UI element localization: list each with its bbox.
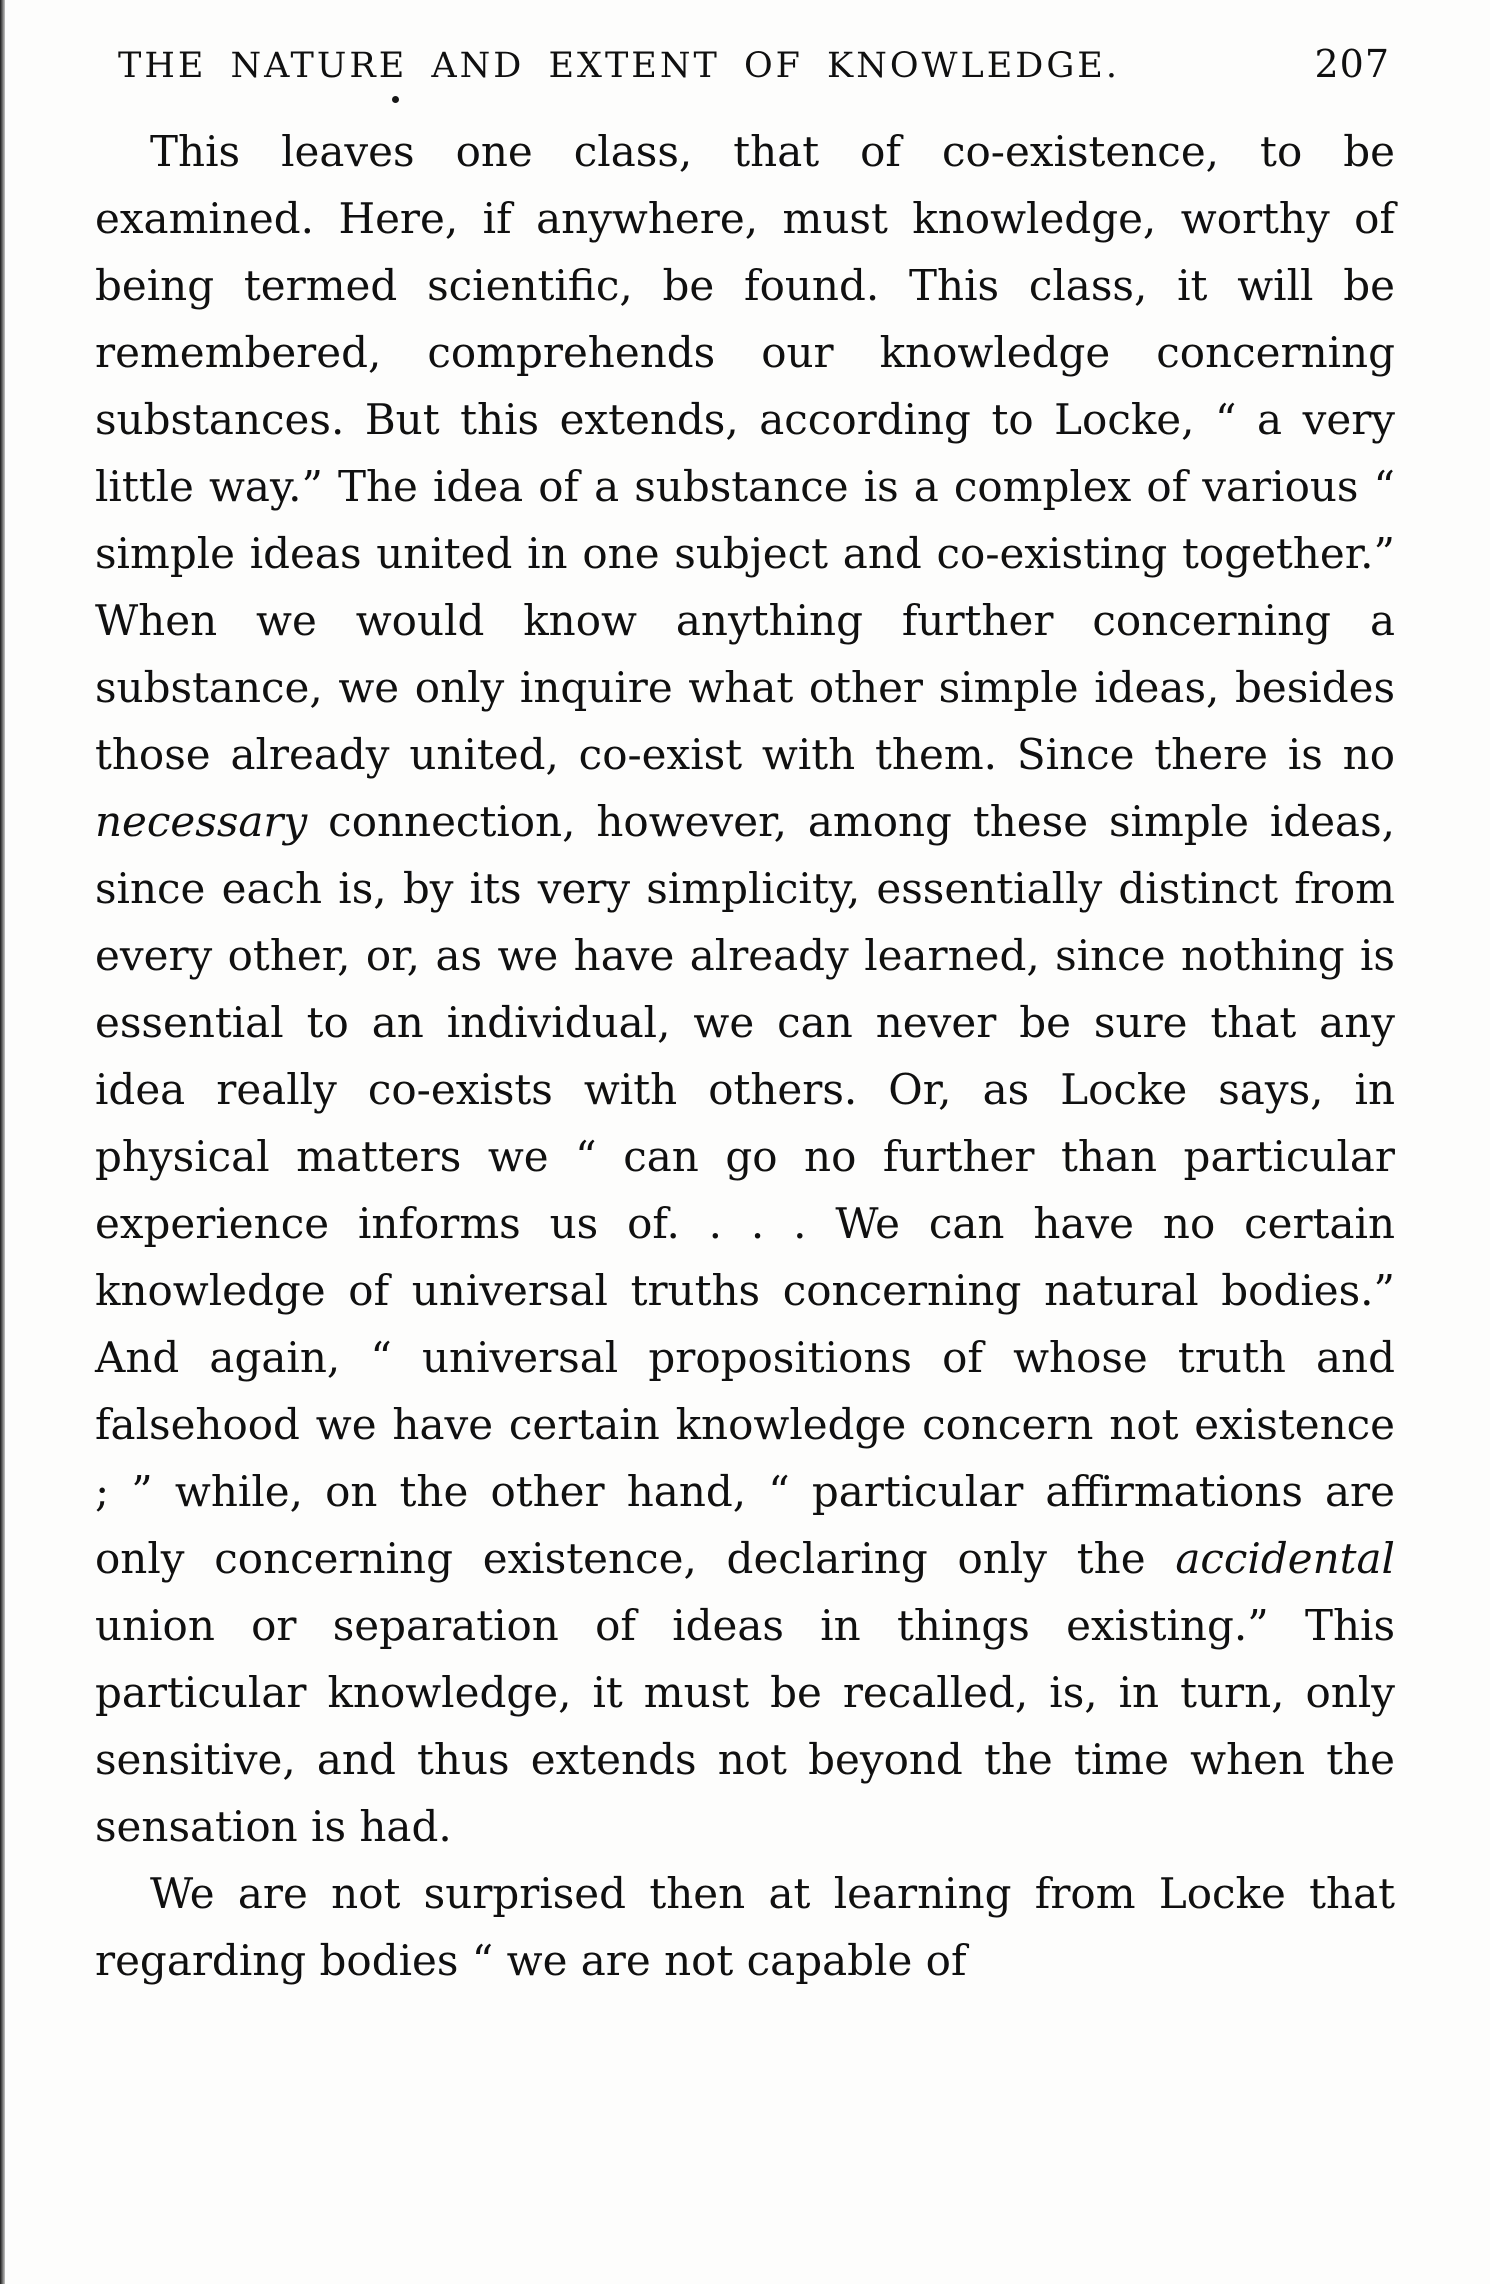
page-body [95, 118, 1395, 1994]
italic-text-run: necessary [95, 797, 308, 846]
scan-mark-dot [392, 96, 399, 103]
text-run: connection, however, among these simple ideas, since each is, by its very simplicity, essentially distinct from every other, or, as we have already learned, since nothing is essential to an individual, we can never be sure that any idea really co-exists with others. Or, as Locke says, in physical matters we “ can go no further than particular experience informs us of. . . . We can have no certain knowledge of universal truths concerning natural bodies.” And again, “ universal propositions of whose truth and falsehood we have certain knowledge concern not existence ; ” while, on the other hand, “ particular affirmations are only concerning existence, declaring only the [95, 797, 1395, 1583]
paragraph [95, 118, 1395, 1860]
scan-edge-artifact [0, 0, 5, 2284]
page-header [0, 0, 1490, 86]
italic-text-run: accidental [1175, 1534, 1395, 1583]
text-run: We are not surprised then at learning from Locke that regarding bodies “ we are not capable of [95, 1869, 1395, 1985]
text-run: union or separation of ideas in things existing.” This particular knowledge, it must be recalled, is, in turn, only sensitive, and thus extends not beyond the time when the sensation is had. [95, 1601, 1395, 1851]
running-head-title: THE NATURE AND EXTENT OF KNOWLEDGE. [118, 46, 1120, 86]
page-number: 207 [1314, 42, 1390, 86]
text-run: This leaves one class, that of co-existence, to be examined. Here, if anywhere, must knowledge, worthy of being termed scientific, be found. This class, it will be remembered, comprehends our knowledge concerning substances. But this extends, according to Locke, “ a very little way.” The idea of a substance is a complex of various “ simple ideas united in one subject and co-existing together.” When we would know anything further concerning a substance, we only inquire what other simple ideas, besides those already united, co-exist with them. Since there is no [95, 127, 1395, 779]
paragraph [95, 1860, 1395, 1994]
